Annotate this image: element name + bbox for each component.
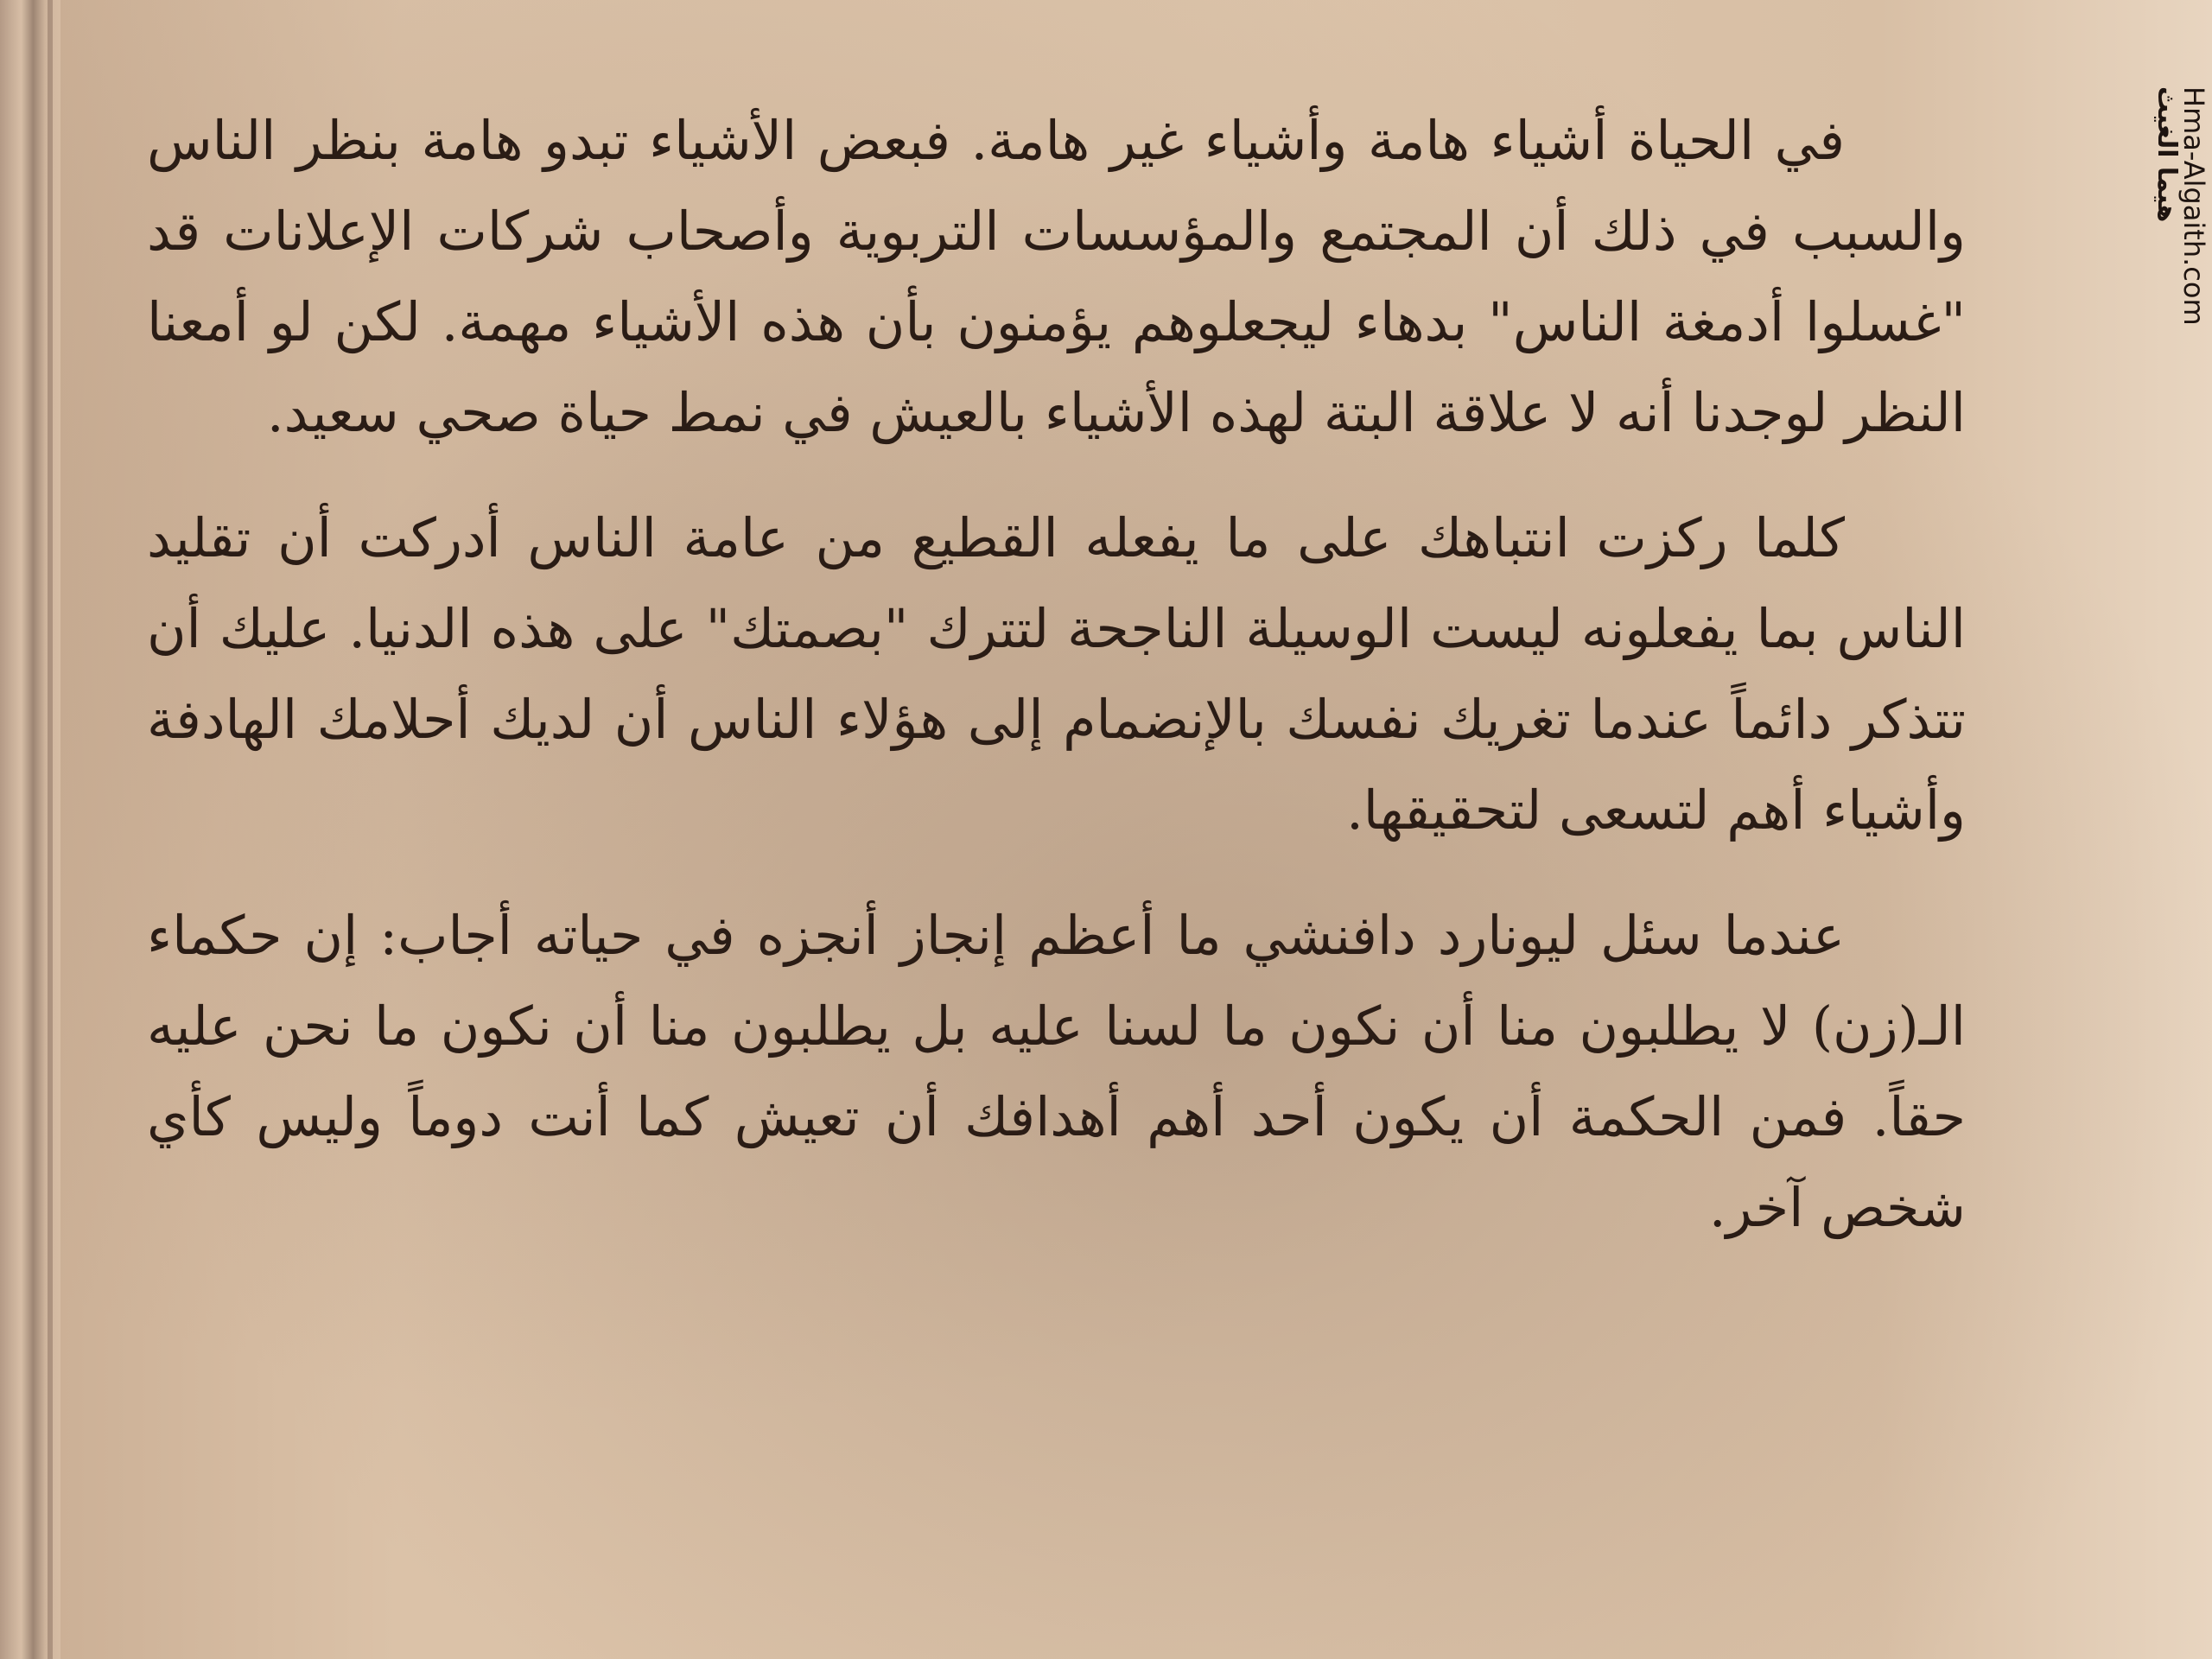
- watermark-latin: Hma-Algaith.com: [2177, 86, 2210, 326]
- book-text-body: [147, 95, 1966, 1287]
- watermark-arabic: هيما الغيث: [2152, 86, 2182, 223]
- paragraph-1: في الحياة أشياء هامة وأشياء غير هامة. فبعض الأشياء تبدو هامة بنظر الناس والسبب في ذلك أن المجتمع والمؤسسات التربوية وأصحاب شركات الإعلانات قد "غسلوا أدمغة الناس" بدهاء ليجعلوهم يؤمنون بأن هذه الأشياء مهمة. لكن لو أمعنا النظر لوجدنا أنه لا علاقة البتة لهذه الأشياء بالعيش في نمط حياة صحي سعيد.: [147, 109, 1966, 444]
- paragraph-2: كلما ركزت انتباهك على ما يفعله القطيع من عامة الناس أدركت أن تقليد الناس بما يفعلونه ليست الوسيلة الناجحة لتترك "بصمتك" على هذه الدنيا. عليك أن تتذكر دائماً عندما تغريك نفسك بالإنضمام إلى هؤلاء الناس أن لديك أحلامك الهادفة وأشياء أهم لتسعى لتحقيقها.: [147, 506, 1966, 842]
- paragraph-3: عندما سئل ليونارد دافنشي ما أعظم إنجاز أنجزه في حياته أجاب: إن حكماء الـ(زن) لا يطلبون منا أن نكون ما لسنا عليه بل يطلبون منا أن نكون ما نحن عليه حقاً. فمن الحكمة أن يكون أحد أهم أهدافك أن تعيش كما أنت دوماً وليس كأي شخص آخر.: [147, 904, 1966, 1239]
- watermark-graphic: [2134, 78, 2210, 406]
- page-binding-line: [48, 0, 53, 1659]
- watermark: [2134, 78, 2210, 406]
